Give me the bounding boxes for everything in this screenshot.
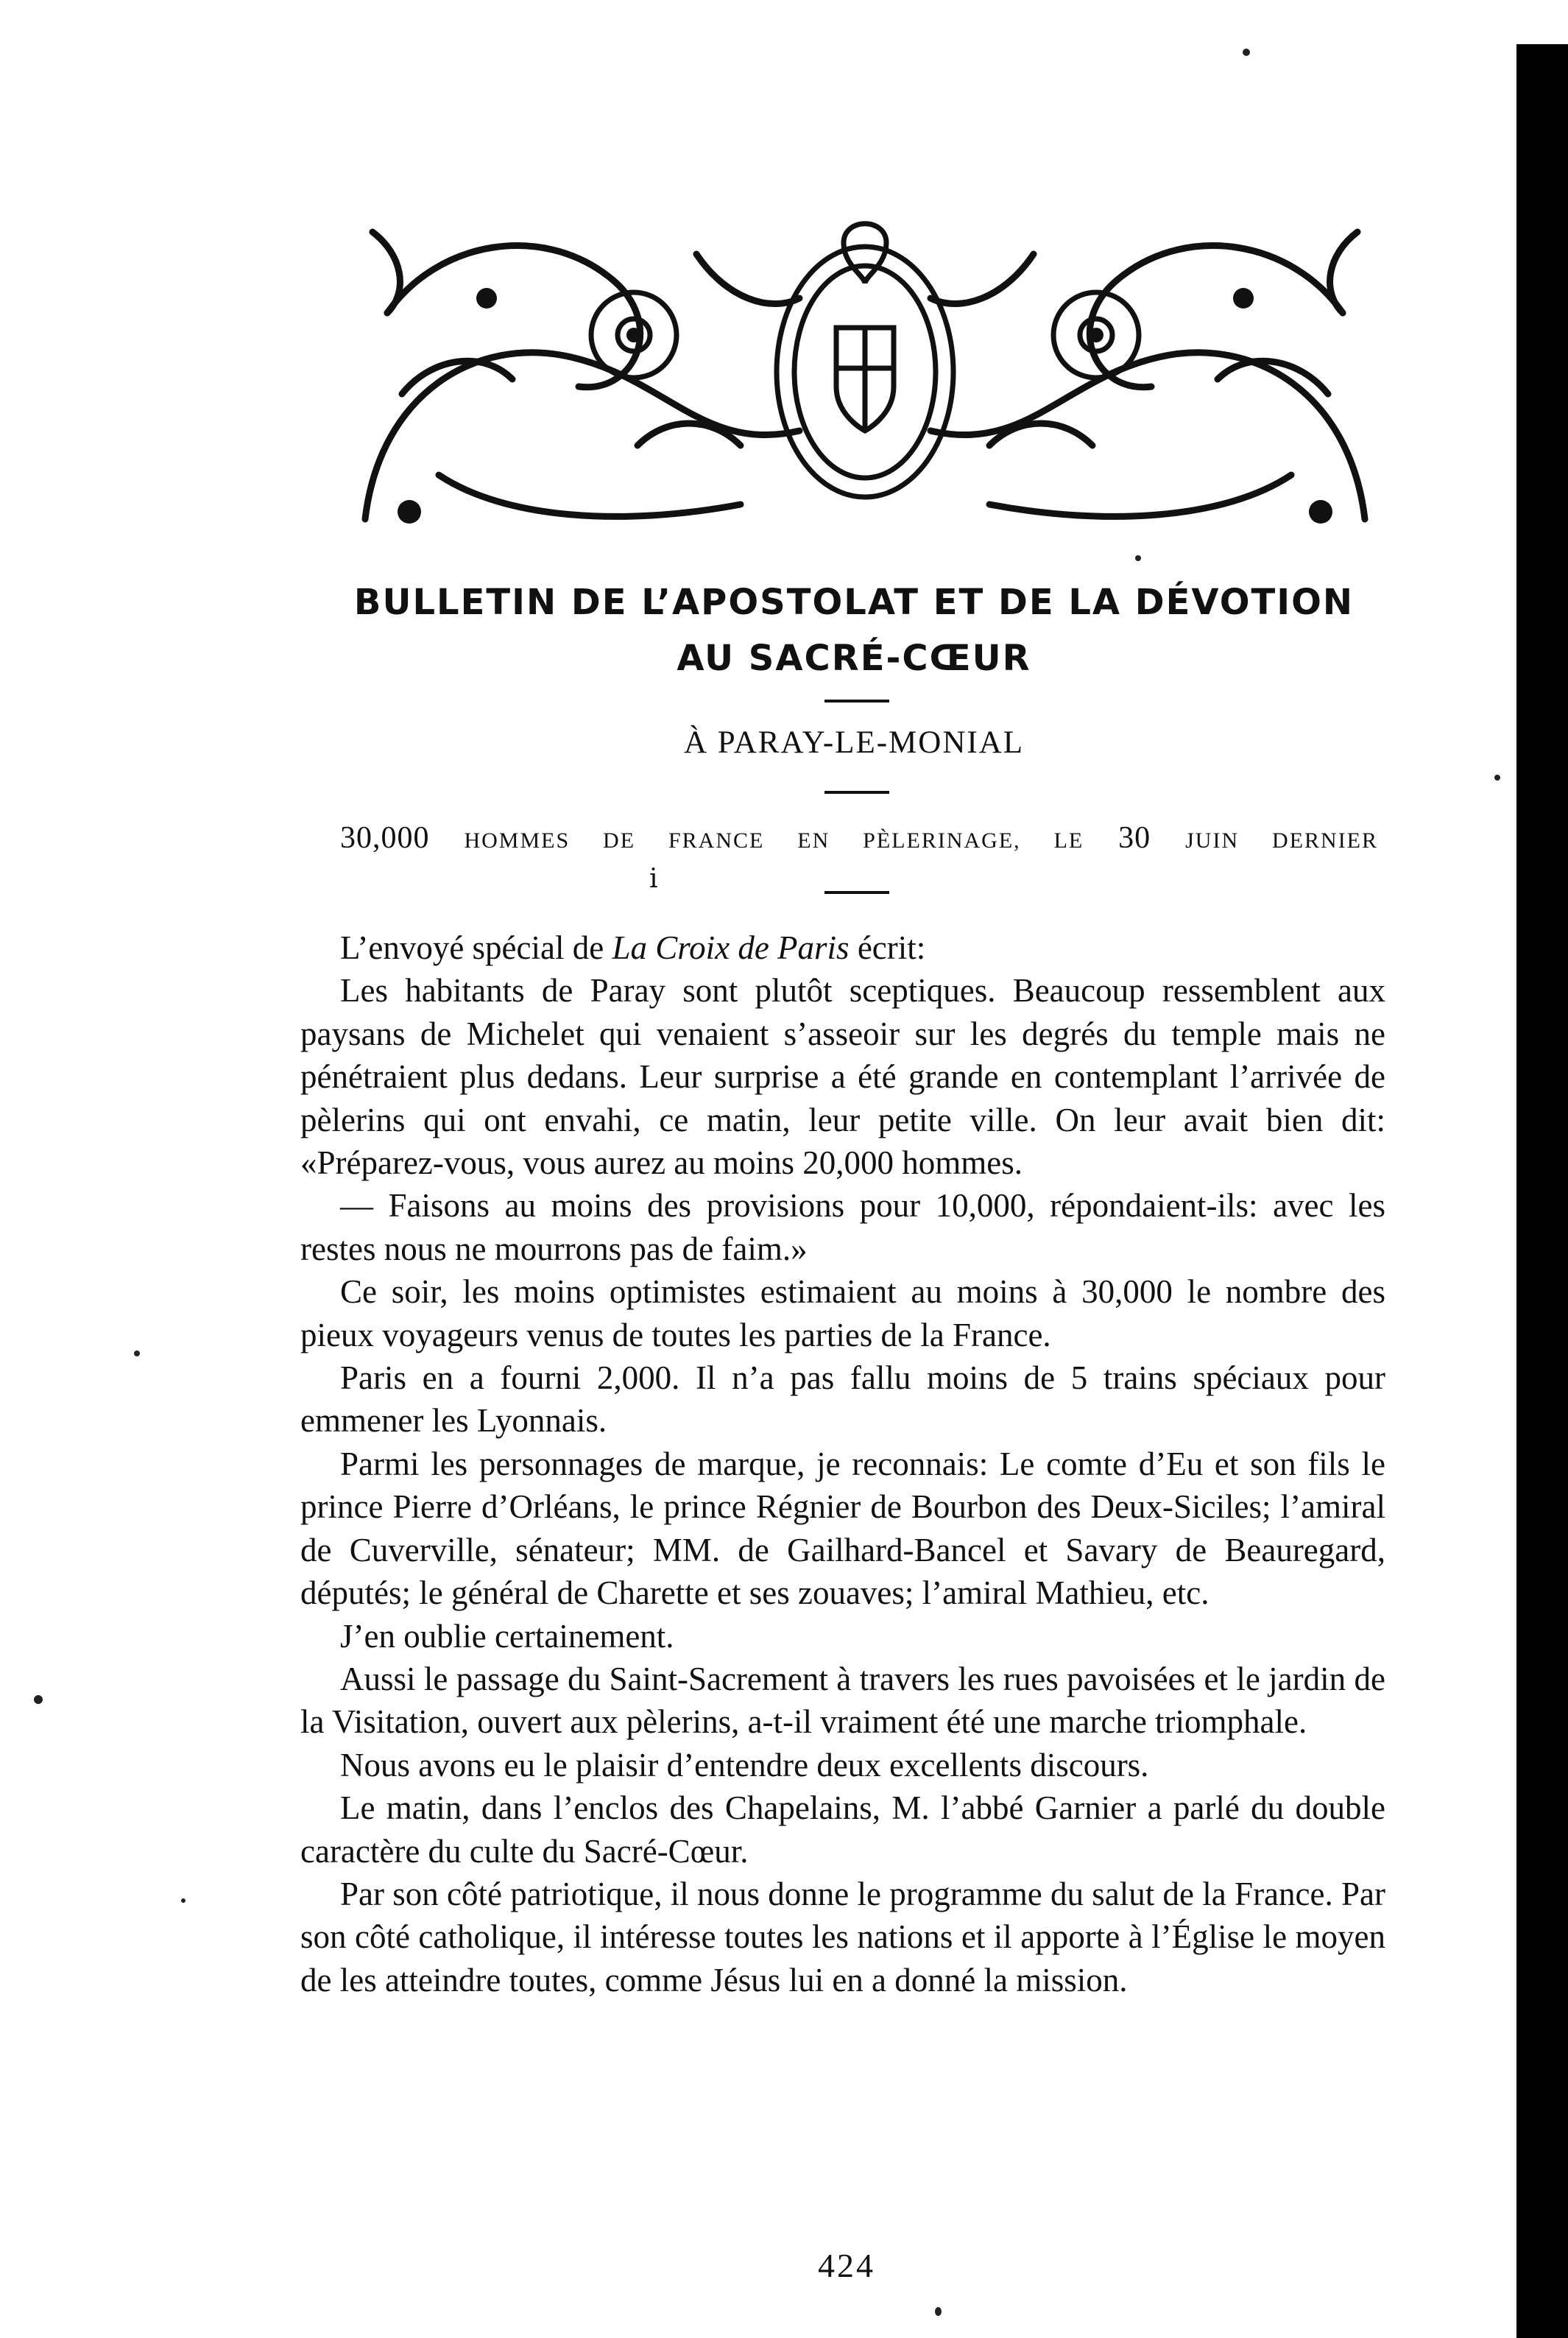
scan-speck <box>1135 555 1141 561</box>
intro-source: La Croix de Paris <box>612 929 850 966</box>
headline-rule <box>824 891 889 894</box>
intro-before: L’envoyé spécial de <box>340 929 604 966</box>
location-subtitle: À PARAY-LE-MONIAL <box>683 725 1025 760</box>
intro-paragraph <box>300 926 1385 969</box>
scan-speck <box>34 1695 43 1704</box>
pilgrimage-headline <box>340 820 1378 856</box>
bulletin-title-line1: BULLETIN DE L’APOSTOLAT ET DE LA DÉVOTION <box>353 582 1355 623</box>
article-paragraph: Aussi le passage du Saint-Sacrement à travers les rues pavoisées et le jardin de la Visitation, ouvert aux pèlerins, a-t-il vraiment été une marche triomphale. <box>300 1660 1385 1741</box>
scan-speck <box>134 1351 140 1356</box>
article-paragraph: Nous avons eu le plaisir d’entendre deux excellents discours. <box>340 1746 1149 1784</box>
scan-speck <box>1243 49 1250 56</box>
scan-speck <box>181 1898 186 1903</box>
headline-number: 30,000 <box>340 821 430 855</box>
article-paragraph: Les habitants de Paray sont plutôt sceptiques. Beaucoup ressemblent aux paysans de Michelet qui venaient s’asseoir sur les degrés du temple mais ne pénétraient plus dedans. Leur surprise a été grande en contemplant l’arrivée de pèlerins qui ont envahi, ce matin, leur petite ville. On leur avait bien dit: «Préparez-vous, vous aurez au moins 20,000 hommes. <box>300 972 1385 1182</box>
subtitle-rule <box>824 791 889 794</box>
intro-after: écrit: <box>857 929 926 966</box>
ornament-icon <box>358 210 1372 534</box>
bulletin-title-line2: AU SACRÉ-CŒUR <box>677 638 1031 679</box>
article-paragraph: Le matin, dans l’enclos des Chapelains, M. l’abbé Garnier a parlé du double caractère du culte du Sacré-Cœur. <box>300 1789 1385 1870</box>
stray-mark: ⅰ <box>649 864 658 893</box>
article-paragraph: Par son côté patriotique, il nous donne le programme du salut de la France. Par son côté catholique, il intéresse toutes les nations et il apporte à l’Église le moyen de les atteindre toutes, comme Jésus lui en a donné la mission. <box>300 1875 1385 1999</box>
page-number: 424 <box>818 2247 875 2284</box>
article-body <box>300 926 1385 2001</box>
article-paragraph: Paris en a fourni 2,000. Il n’a pas fallu moins de 5 trains spéciaux pour emmener les Lyonnais. <box>300 1359 1385 1440</box>
headline-text: HOMMES DE FRANCE EN PÈLERINAGE, LE <box>464 828 1084 853</box>
article-paragraph: — Faisons au moins des provisions pour 10,000, répondaient-ils: avec les restes nous ne mourrons pas de faim.» <box>300 1187 1385 1267</box>
article-paragraph: J’en oublie certainement. <box>340 1617 674 1655</box>
headline-day: 30 <box>1118 821 1151 855</box>
headline-month: JUIN DERNIER <box>1185 828 1379 853</box>
article-paragraph: Parmi les personnages de marque, je reconnais: Le comte d’Eu et son fils le prince Pierre d’Orléans, le prince Régnier de Bourbon des Deux-Siciles; l’amiral de Cuverville, sénateur; MM. de Gailhard-Bancel et Savary de Beauregard, députés; le général de Charette et ses zouaves; l’amiral Mathieu, etc. <box>300 1445 1385 1612</box>
scan-speck <box>1494 775 1500 781</box>
scan-edge-bar <box>1516 44 1568 2338</box>
scan-speck <box>935 2307 942 2316</box>
article-paragraph: Ce soir, les moins optimistes estimaient au moins à 30,000 le nombre des pieux voyageurs venus de toutes les parties de la France. <box>300 1273 1385 1353</box>
title-rule <box>824 700 889 703</box>
